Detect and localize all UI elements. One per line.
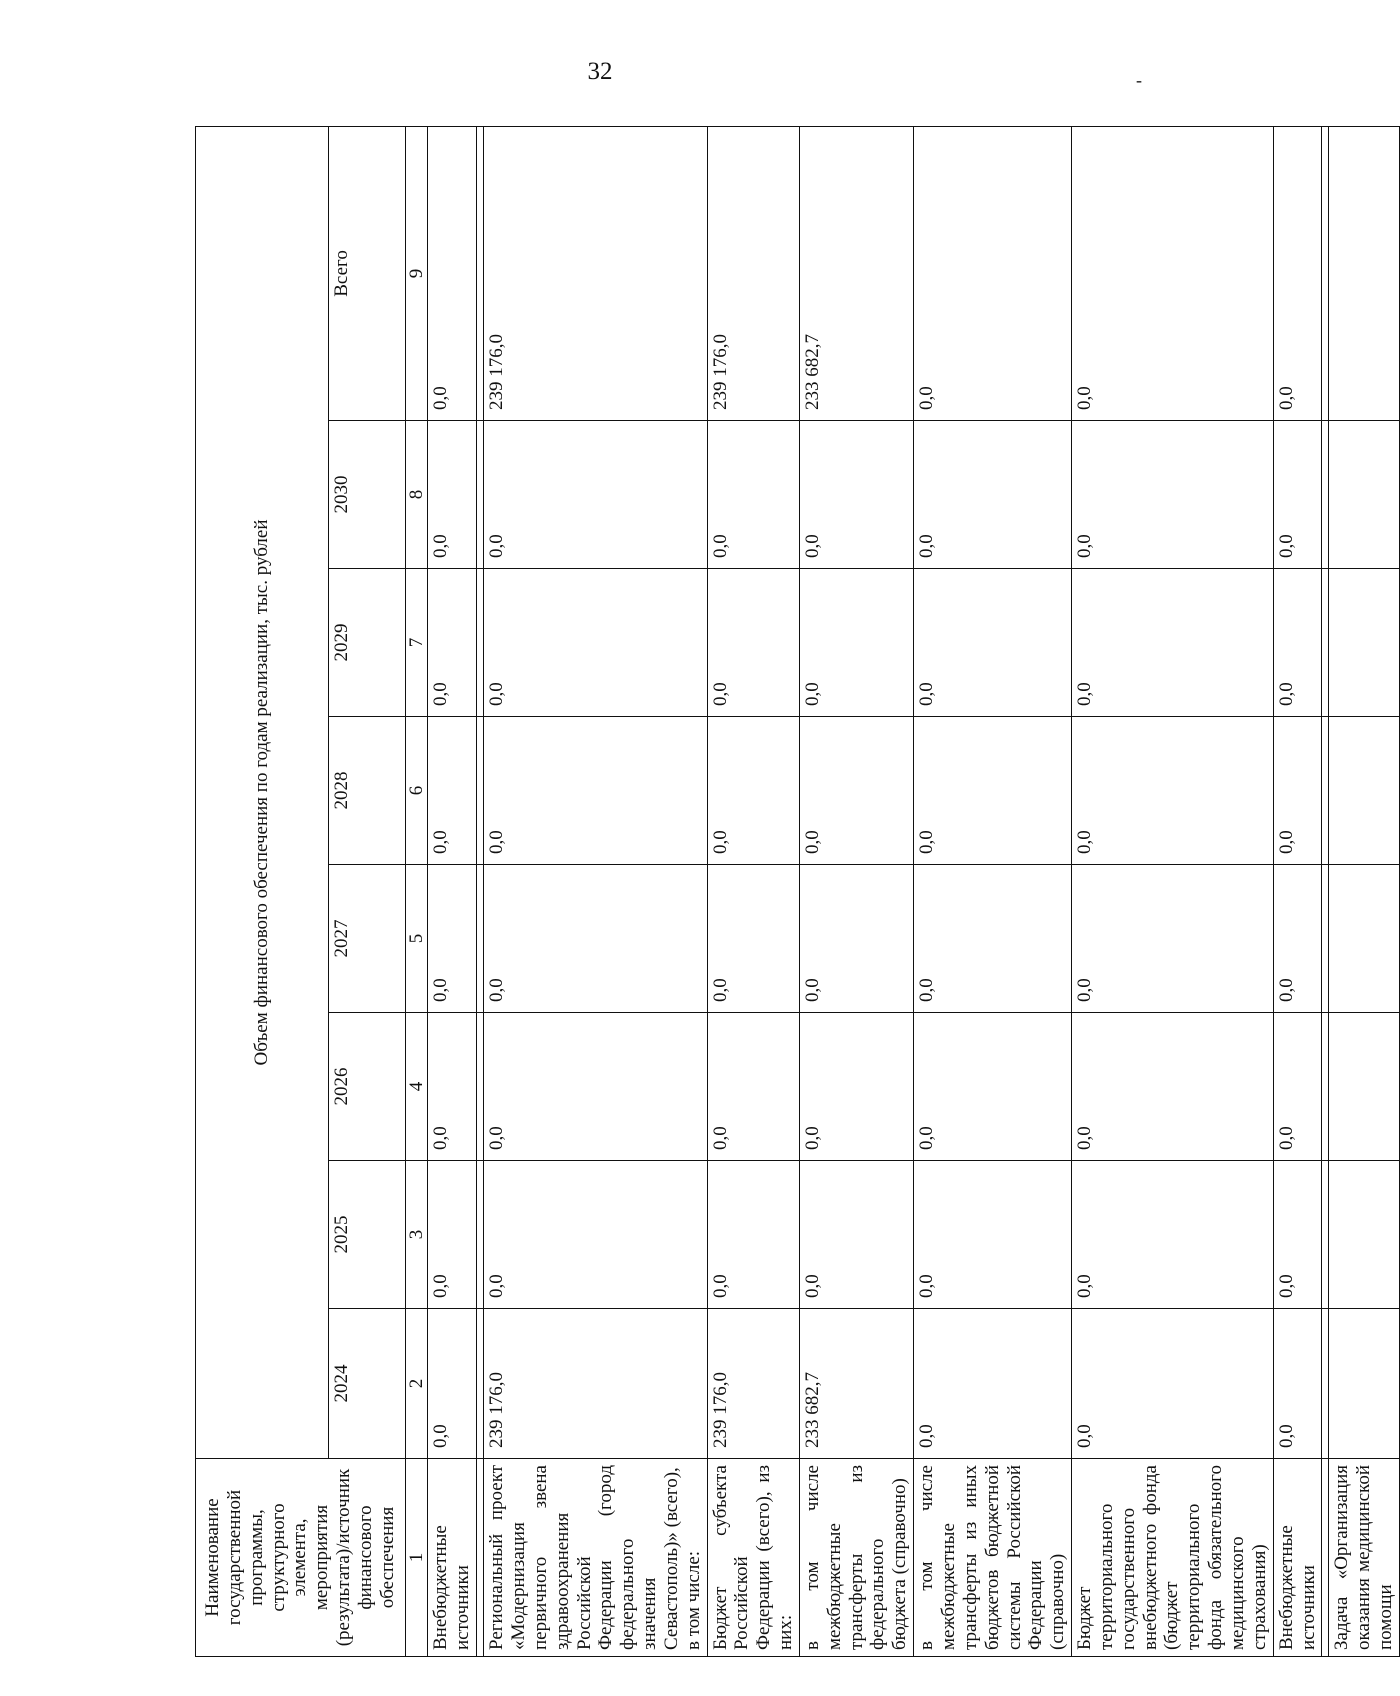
table-row <box>799 126 913 1656</box>
cell-value: 0,0 <box>914 1161 1072 1309</box>
col-index: 8 <box>405 421 428 569</box>
row-name: Задача «Организация оказания медицинской помощи <box>1329 1459 1400 1657</box>
cell-value: 0,0 <box>1072 865 1274 1013</box>
cell-value <box>1329 126 1400 420</box>
cell-value: 0,0 <box>1072 1309 1274 1459</box>
cell-value: 0,0 <box>484 1161 707 1309</box>
col-index: 2 <box>405 1309 428 1459</box>
col-index: 3 <box>405 1161 428 1309</box>
cell-value: 0,0 <box>914 126 1072 420</box>
cell-value: 0,0 <box>707 717 799 865</box>
row-name <box>484 1459 707 1657</box>
table-row <box>1329 126 1400 1656</box>
cell-value: 0,0 <box>1072 1161 1274 1309</box>
table-row <box>1273 126 1322 1656</box>
cell-value: 0,0 <box>484 717 707 865</box>
year-2030: 2030 <box>329 421 406 569</box>
row-gap <box>477 126 484 1656</box>
cell-value: 0,0 <box>914 717 1072 865</box>
cell-value <box>1329 1013 1400 1161</box>
table-row <box>914 126 1072 1656</box>
year-2026: 2026 <box>329 1013 406 1161</box>
cell-value: 0,0 <box>428 1013 477 1161</box>
cell-value: 0,0 <box>914 1309 1072 1459</box>
cell-value: 0,0 <box>1273 1161 1322 1309</box>
cell-value: 0,0 <box>428 1309 477 1459</box>
header-volume: Объем финансового обеспечения по годам реализации, тыс. рублей <box>196 126 329 1458</box>
row-name: в том числе межбюджетные трансферты из иных бюджетов бюджетной системы Российской Федерации (справочно) <box>914 1459 1072 1657</box>
year-2025: 2025 <box>329 1161 406 1309</box>
cell-value: 0,0 <box>1072 717 1274 865</box>
cell-value: 0,0 <box>799 865 913 1013</box>
cell-value: 0,0 <box>707 1013 799 1161</box>
row-name: Бюджет территориального государственного внебюджетного фонда (бюджет территориального фонда обязательного медицинского страхования) <box>1072 1459 1274 1657</box>
col-index: 4 <box>405 1013 428 1161</box>
row-name: в том числе межбюджетные трансферты из федерального бюджета (справочно) <box>799 1459 913 1657</box>
cell-value: 0,0 <box>484 1013 707 1161</box>
row-name-suffix: в том числе: <box>682 1550 704 1650</box>
cell-value: 0,0 <box>914 865 1072 1013</box>
cell-value: 233 682,7 <box>799 126 913 420</box>
cell-value: 0,0 <box>1273 421 1322 569</box>
cell-value: 0,0 <box>799 1161 913 1309</box>
cell-value <box>1329 1309 1400 1459</box>
cell-value <box>1329 569 1400 717</box>
cell-value: 0,0 <box>1072 421 1274 569</box>
cell-value: 0,0 <box>914 1013 1072 1161</box>
row-name: Внебюджетные источники <box>1273 1459 1322 1657</box>
cell-value: 0,0 <box>914 569 1072 717</box>
year-2028: 2028 <box>329 717 406 865</box>
cell-value <box>1329 865 1400 1013</box>
cell-value: 0,0 <box>1072 1013 1274 1161</box>
year-2027: 2027 <box>329 865 406 1013</box>
cell-value: 0,0 <box>428 865 477 1013</box>
cell-value: 0,0 <box>1273 569 1322 717</box>
cell-value: 0,0 <box>428 569 477 717</box>
cell-value <box>1329 717 1400 865</box>
cell-value: 0,0 <box>428 126 477 420</box>
cell-value: 0,0 <box>428 1161 477 1309</box>
cell-value: 0,0 <box>1273 865 1322 1013</box>
table-row <box>1072 126 1274 1656</box>
cell-value: 0,0 <box>799 421 913 569</box>
col-index: 1 <box>405 1459 428 1657</box>
rotated-table-wrapper <box>195 127 1397 1657</box>
col-index: 9 <box>405 126 428 420</box>
corner-mark: - <box>1136 70 1142 90</box>
cell-value: 0,0 <box>707 569 799 717</box>
row-name: Бюджет субъекта Российской Федерации (всего), из них: <box>707 1459 799 1657</box>
cell-value: 0,0 <box>799 569 913 717</box>
year-total: Всего <box>329 126 406 420</box>
table-row <box>484 126 707 1656</box>
cell-value: 0,0 <box>484 421 707 569</box>
year-2024: 2024 <box>329 1309 406 1459</box>
col-index: 5 <box>405 865 428 1013</box>
cell-value <box>1329 1161 1400 1309</box>
financing-table <box>195 126 1400 1657</box>
cell-value: 0,0 <box>1273 717 1322 865</box>
cell-value <box>1329 421 1400 569</box>
row-gap <box>1322 126 1329 1656</box>
cell-value: 0,0 <box>428 421 477 569</box>
col-index: 7 <box>405 569 428 717</box>
cell-value: 0,0 <box>707 1161 799 1309</box>
row-name: Внебюджетные источники <box>428 1459 477 1657</box>
cell-value: 0,0 <box>914 421 1072 569</box>
cell-value: 0,0 <box>1072 569 1274 717</box>
cell-value: 0,0 <box>1273 126 1322 420</box>
cell-value: 239 176,0 <box>484 1309 707 1459</box>
table-row <box>707 126 799 1656</box>
cell-value: 0,0 <box>1273 1013 1322 1161</box>
cell-value: 239 176,0 <box>707 126 799 420</box>
cell-value: 239 176,0 <box>484 126 707 420</box>
cell-value: 239 176,0 <box>707 1309 799 1459</box>
cell-value: 0,0 <box>1273 1309 1322 1459</box>
row-name-text: Региональный проект «Модернизация первичного звена здравоохранения Российской Федерации (город федерального значения Севастополь)» (всего), <box>486 1465 682 1650</box>
cell-value: 0,0 <box>799 1013 913 1161</box>
table-row <box>428 126 477 1656</box>
cell-value: 0,0 <box>428 717 477 865</box>
header-name: Наименование государственной программы, структурного элемента, мероприятия (результата)/источник финансового обеспечения <box>196 1459 406 1657</box>
col-index: 6 <box>405 717 428 865</box>
cell-value: 0,0 <box>484 569 707 717</box>
cell-value: 0,0 <box>484 865 707 1013</box>
year-2029: 2029 <box>329 569 406 717</box>
cell-value: 0,0 <box>799 717 913 865</box>
cell-value: 0,0 <box>707 421 799 569</box>
cell-value: 233 682,7 <box>799 1309 913 1459</box>
cell-value: 0,0 <box>1072 126 1274 420</box>
page-number: 32 <box>587 58 613 85</box>
cell-value: 0,0 <box>707 865 799 1013</box>
